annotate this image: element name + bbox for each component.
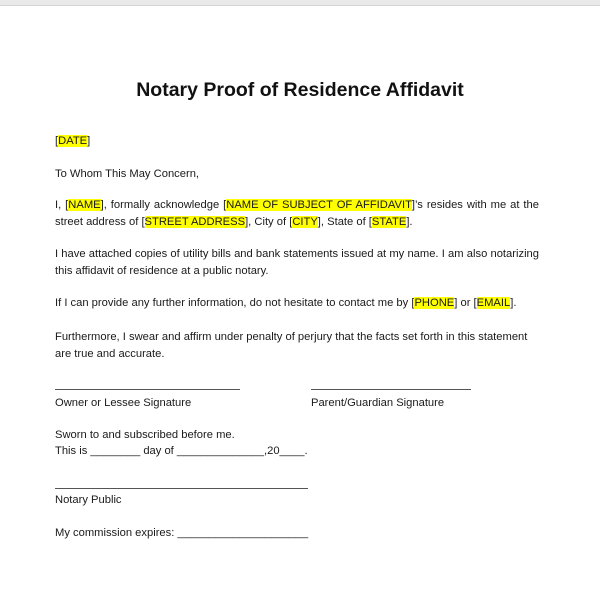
paragraph-perjury: Furthermore, I swear and affirm under penalty of perjury that the facts set forth in this statement are true and accurate. <box>55 331 528 360</box>
p1-text: I, <box>55 199 66 211</box>
p1-text: ’s resides with me at the street address of <box>55 199 539 228</box>
subject-placeholder: NAME OF SUBJECT OF AFFIDAVIT <box>226 199 412 211</box>
date-line: [DATE] <box>55 135 91 147</box>
paragraph-attachments: I have attached copies of utility bills and bank statements issued at my name. I am also notarizing this affidavit of residence at a public notary. <box>55 248 539 277</box>
document-title: Notary Proof of Residence Affidavit <box>136 79 464 101</box>
guardian-signature-line <box>311 389 471 390</box>
owner-signature-label: Owner or Lessee Signature <box>55 397 192 409</box>
owner-signature-line <box>55 389 240 390</box>
email-placeholder: EMAIL <box>476 297 511 309</box>
paragraph-acknowledgement: I, [NAME], formally acknowledge [NAME OF SUBJECT OF AFFIDAVIT]’s resides with me at the street address of [STREET ADDRESS], City of [CITY], State of [STATE]. <box>55 199 539 228</box>
p1-text: , City of <box>248 216 290 228</box>
guardian-signature-label: Parent/Guardian Signature <box>311 397 445 409</box>
this-is-line: This is ________ day of ______________,20____. <box>55 445 308 457</box>
p1-text: . <box>409 216 413 228</box>
notary-public-label: Notary Public <box>55 494 122 506</box>
notary-signature-line <box>55 488 308 489</box>
date-placeholder: DATE <box>58 135 88 147</box>
name-placeholder: NAME <box>68 199 101 211</box>
salutation: To Whom This May Concern, <box>55 168 200 180</box>
street-address-placeholder: STREET ADDRESS <box>144 216 246 228</box>
state-placeholder: STATE <box>371 216 407 228</box>
p3-text: or <box>457 297 474 309</box>
p3-text: If I can provide any further information, do not hesitate to contact me by <box>55 297 412 309</box>
phone-placeholder: PHONE <box>414 297 455 309</box>
commission-expires-line: My commission expires: _____________________ <box>55 527 309 539</box>
p1-text: , formally acknowledge <box>103 199 224 211</box>
city-placeholder: CITY <box>292 216 318 228</box>
sworn-line: Sworn to and subscribed before me. <box>55 429 235 441</box>
paragraph-contact: If I can provide any further information, do not hesitate to contact me by [PHONE] or [EMAIL]. <box>55 297 517 309</box>
p1-text: , State of <box>320 216 369 228</box>
p3-text: . <box>513 297 517 309</box>
